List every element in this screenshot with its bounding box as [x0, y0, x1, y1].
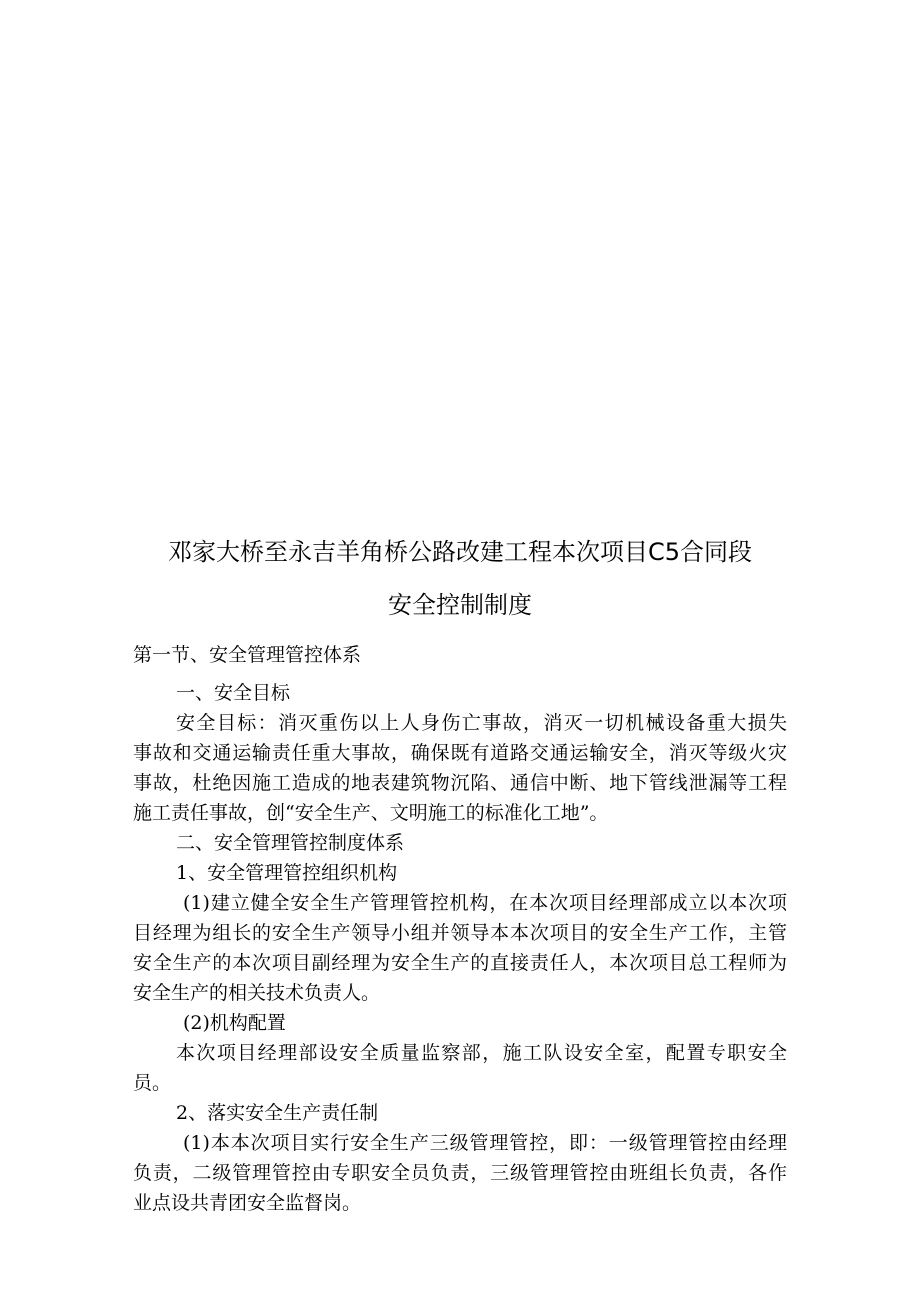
paragraph-line: 安全生产的相关技术负责人。	[133, 982, 381, 1004]
section-heading: 第一节、安全管理管控体系	[133, 644, 362, 666]
document-subtitle: 安全控制制度	[388, 591, 532, 619]
document-body	[133, 678, 787, 1218]
subheading-configuration: (2)机构配置	[183, 1012, 286, 1034]
paragraph-line: 负责，二级管理管控由专职安全员负责，三级管理管控由班组长负责，各作	[133, 1162, 787, 1184]
paragraph-line: 安全目标：消灭重伤以上人身伤亡事故，消灭一切机械设备重大损失	[176, 712, 787, 734]
paragraph-line: 事故和交通运输责任重大事故，确保既有道路交通运输安全，消灭等级火灾	[133, 742, 787, 764]
paragraph-line: 施工责任事故，创“安全生产、文明施工的标准化工地”。	[133, 802, 609, 824]
subheading-organization: 1、安全管理管控组织机构	[176, 862, 398, 884]
subheading-system: 二、安全管理管控制度体系	[176, 832, 405, 854]
paragraph-line: 目经理为组长的安全生产领导小组并领导本本次项目的安全生产工作，主管	[133, 922, 787, 944]
paragraph-line: 员。	[133, 1072, 172, 1094]
paragraph-line: 事故，杜绝因施工造成的地表建筑物沉陷、通信中断、地下管线泄漏等工程	[133, 772, 787, 794]
paragraph-line: (1)建立健全安全生产管理管控机构，在本次项目经理部成立以本次项	[183, 892, 787, 914]
paragraph-line: 安全生产的本次项目副经理为安全生产的直接责任人，本次项目总工程师为	[133, 952, 787, 974]
paragraph-line: 本次项目经理部设安全质量监察部，施工队设安全室，配置专职安全	[176, 1042, 787, 1064]
document-title: 邓家大桥至永吉羊角桥公路改建工程本次项目C5合同段	[167, 538, 753, 566]
subheading-responsibility: 2、落实安全生产责任制	[176, 1102, 379, 1124]
paragraph-line: 业点设共青团安全监督岗。	[133, 1192, 362, 1214]
subheading-safety-goal: 一、安全目标	[176, 682, 291, 704]
paragraph-line: (1)本本次项目实行安全生产三级管理管控，即：一级管理管控由经理	[183, 1132, 787, 1154]
